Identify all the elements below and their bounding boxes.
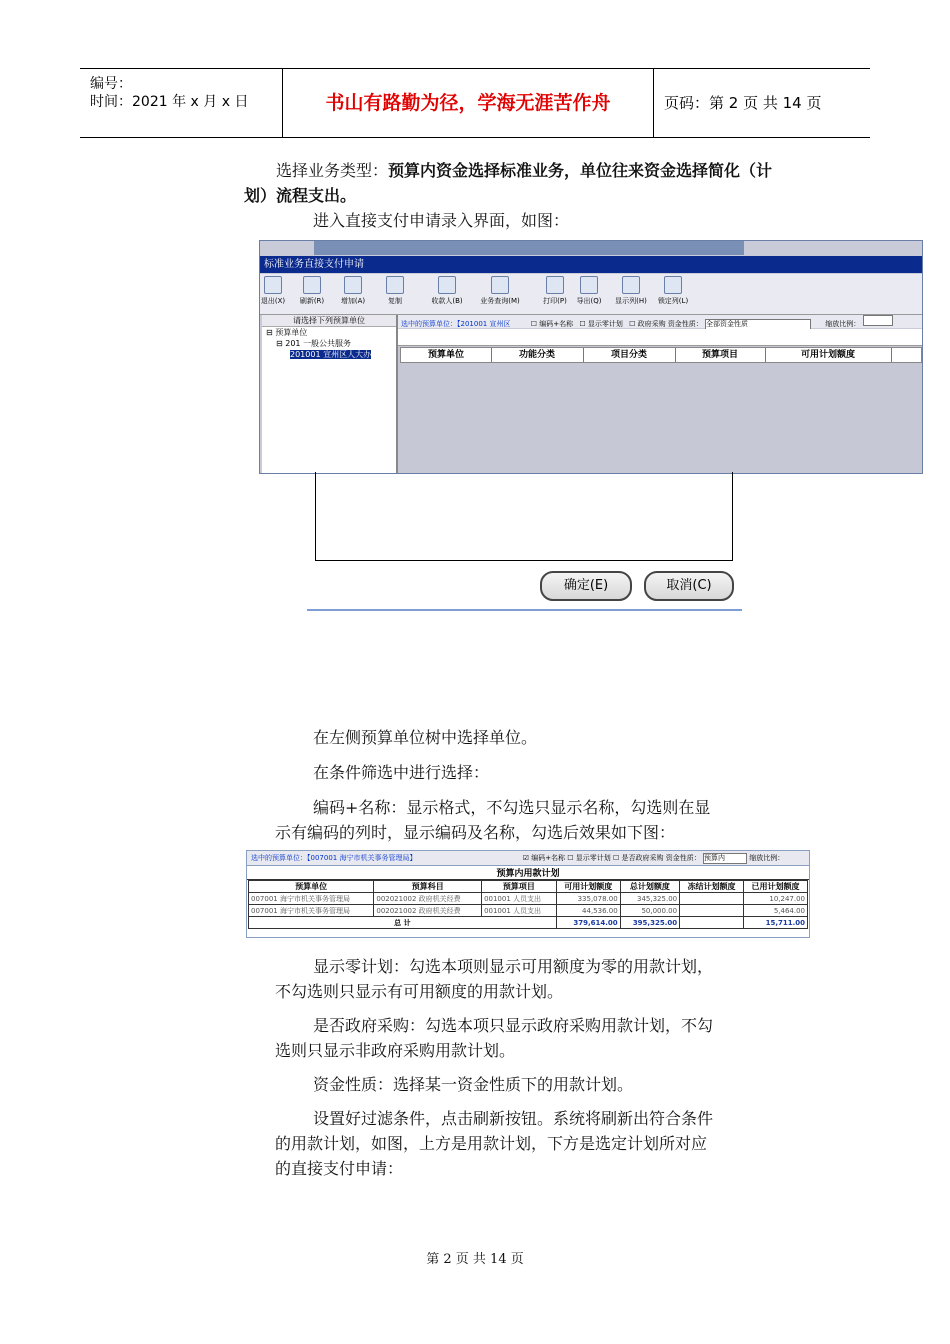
dialog-list-box	[315, 472, 733, 561]
plan-grid	[398, 329, 922, 473]
s2-col-used: 已用计划额度	[744, 881, 808, 893]
s2-fund-label: 资金性质：	[665, 854, 701, 862]
show-columns-button[interactable]	[614, 276, 648, 306]
cell: 001001 人员支出	[482, 893, 557, 905]
export-button[interactable]	[572, 276, 606, 306]
code-name-label: 编码+名称	[539, 320, 574, 328]
paragraph-show-zero-b: 不勾选则只显示有可用额度的用款计划。	[275, 982, 564, 1001]
tree-node-201001-label: 201001 宣州区人大办	[290, 350, 372, 359]
total-plan: 395,325.00	[620, 917, 679, 929]
total-used: 15,711.00	[744, 917, 808, 929]
s2-col-total: 总计划额度	[620, 881, 679, 893]
s2-col-project: 预算项目	[482, 881, 557, 893]
business-query-button[interactable]	[478, 276, 522, 306]
filter-bar	[398, 315, 922, 328]
s2-code-name-checkbox[interactable]: ☑ 编码+名称	[522, 854, 566, 862]
dialog-bottom-line	[307, 609, 742, 611]
refresh-label: 刷新(R)	[299, 297, 325, 305]
tree-node-201[interactable]: ⊟ 201 一般公共服务	[276, 339, 352, 348]
paragraph-gov-procurement-b: 选则只显示非政府采购用款计划。	[275, 1041, 516, 1060]
s2-total-row	[249, 917, 808, 929]
cell: 44,536.00	[556, 905, 620, 917]
window-title: 标准业务直接支付申请	[264, 259, 364, 270]
s2-filter-bar	[247, 851, 809, 866]
s2-gov-procurement-checkbox[interactable]: ☐ 是否政府采购	[613, 854, 664, 862]
paragraph-fund-nature: 资金性质：选择某一资金性质下的用款计划。	[313, 1075, 634, 1094]
exit-label: 退出(X)	[260, 297, 286, 305]
budget-unit-tree-panel	[262, 315, 398, 473]
total-available: 379,614.00	[556, 917, 620, 929]
scale-select[interactable]	[863, 315, 893, 326]
s2-col-unit: 预算单位	[249, 881, 374, 893]
cell: 002021002 政府机关经费	[374, 893, 482, 905]
fund-nature-value: 全部资金性质	[706, 320, 749, 328]
scale-label: 缩放比例：	[825, 320, 861, 328]
tree-node-root[interactable]: ⊟ 预算单位	[266, 328, 308, 337]
para1-bold-a: 预算内资金选择标准业务，单位往来资金选择简化（计	[388, 161, 773, 180]
print-label: 打印(P)	[543, 297, 567, 305]
lock-columns-label: 锁定列(L)	[657, 297, 689, 305]
cell: 002021002 政府机关经费	[374, 905, 482, 917]
paragraph-code-name-b: 示有编码的列时，显示编码及名称，勾选后效果如下图：	[275, 823, 676, 842]
s2-fund-select[interactable]	[703, 853, 747, 864]
page-header	[80, 68, 870, 138]
total-frozen	[680, 917, 744, 929]
screenshot-plan-table	[246, 850, 810, 938]
cell: 335,078.00	[556, 893, 620, 905]
gov-procurement-checkbox[interactable]: ☐ 政府采购	[629, 320, 666, 328]
cell: 345,325.00	[620, 893, 679, 905]
copy-label: 复制	[388, 297, 402, 305]
paragraph-select-unit: 在左侧预算单位树中选择单位。	[313, 728, 538, 747]
header-meta-cell	[80, 69, 283, 137]
paragraph-refresh-c: 的直接支付申请：	[275, 1159, 404, 1178]
table-row[interactable]	[249, 893, 808, 905]
col-project-class: 项目分类	[583, 348, 676, 362]
s2-col-subject: 预算科目	[374, 881, 482, 893]
copy-icon	[386, 276, 404, 294]
paragraph-gov-procurement-a: 是否政府采购：勾选本项只显示政府采购用款计划，不勾	[313, 1016, 714, 1035]
lock-columns-button[interactable]	[656, 276, 690, 306]
background-dialog-band	[314, 241, 744, 255]
business-query-label: 业务查询(M)	[480, 297, 520, 305]
ok-button[interactable]: 确定(E)	[540, 571, 632, 601]
show-zero-checkbox[interactable]: ☐ 显示零计划	[579, 320, 623, 328]
s2-show-zero-checkbox[interactable]: ☐ 显示零计划	[567, 854, 611, 862]
cancel-button[interactable]: 取消(C)	[644, 571, 734, 601]
tree-panel-header: 请选择下列预算单位	[262, 315, 396, 327]
window-titlebar	[260, 256, 922, 273]
col-budget-unit: 预算单位	[401, 348, 492, 362]
s2-selected-unit: 选中的预算单位：【007001 海宁市机关事务管理局】	[251, 854, 417, 862]
s2-table-title: 预算内用款计划	[247, 866, 809, 880]
paragraph-enter-interface: 进入直接支付申请录入界面，如图：	[313, 211, 570, 230]
total-label: 总 计	[249, 917, 557, 929]
paragraph-refresh-a: 设置好过滤条件，点击刷新按钮。系统将刷新出符合条件	[313, 1109, 714, 1128]
export-label: 导出(Q)	[576, 297, 602, 305]
show-zero-label: 显示零计划	[587, 320, 623, 328]
cell: 10,247.00	[744, 893, 808, 905]
paragraph-refresh-b: 的用款计划，如图，上方是用款计划，下方是选定计划所对应	[275, 1134, 708, 1153]
add-label: 增加(A)	[340, 297, 366, 305]
s2-fund-value: 预算内	[704, 854, 726, 862]
export-icon	[580, 276, 598, 294]
print-icon	[546, 276, 564, 294]
date-label: 时间：2021 年 x 月 x 日	[90, 94, 249, 110]
grid-top-strip	[398, 329, 922, 346]
cell: 001001 人员支出	[482, 905, 557, 917]
table-row[interactable]	[249, 905, 808, 917]
grid-header-row	[400, 347, 922, 363]
tree-node-root-label: 预算单位	[275, 328, 308, 337]
code-name-checkbox[interactable]: ☐ 编码+名称	[530, 320, 574, 328]
header-page-number: 页码：第 2 页 共 14 页	[664, 94, 822, 112]
cell: 007001 海宁市机关事务管理局	[249, 905, 374, 917]
cell	[680, 905, 744, 917]
refresh-button[interactable]	[295, 276, 329, 306]
para1-bold-b: 划）流程支出。	[244, 186, 357, 205]
fund-nature-label: 资金性质：	[667, 320, 703, 328]
page-footer: 第 2 页 共 14 页	[426, 1252, 524, 1267]
para1-prefix: 选择业务类型：	[276, 161, 389, 180]
col-available-amount: 可用计划额度	[765, 348, 892, 362]
add-icon	[344, 276, 362, 294]
s2-header-row	[249, 881, 808, 893]
print-button[interactable]	[538, 276, 572, 306]
col-budget-project: 预算项目	[675, 348, 766, 362]
toolbar	[260, 274, 922, 315]
screenshot-direct-payment-window	[259, 240, 923, 474]
query-icon	[491, 276, 509, 294]
gov-procurement-label: 政府采购	[637, 320, 666, 328]
col-function-class: 功能分类	[491, 348, 584, 362]
tree-node-201001[interactable]	[266, 349, 396, 360]
exit-button[interactable]	[259, 276, 290, 306]
paragraph-filter-intro: 在条件筛选中进行选择：	[313, 763, 490, 782]
payee-label: 收款人(B)	[431, 297, 463, 305]
cell: 007001 海宁市机关事务管理局	[249, 893, 374, 905]
exit-icon	[264, 276, 282, 294]
cell: 50,000.00	[620, 905, 679, 917]
lock-columns-icon	[664, 276, 682, 294]
selected-unit-label: 选中的预算单位：【201001 宣州区	[401, 320, 511, 328]
s2-col-available: 可用计划额度	[556, 881, 620, 893]
refresh-icon	[303, 276, 321, 294]
add-button[interactable]	[336, 276, 370, 306]
cell: 5,464.00	[744, 905, 808, 917]
show-columns-icon	[622, 276, 640, 294]
paragraph-code-name-a: 编码+名称：显示格式，不勾选只显示名称，勾选则在显	[313, 798, 711, 817]
copy-button[interactable]	[378, 276, 412, 306]
payee-button[interactable]	[430, 276, 464, 306]
paragraph-show-zero-a: 显示零计划：勾选本项则显示可用额度为零的用款计划，	[313, 957, 714, 976]
s2-scale-label: 缩放比例：	[749, 854, 785, 862]
s2-plan-table	[248, 880, 808, 929]
header-motto: 书山有路勤为径，学海无涯苦作舟	[283, 69, 654, 137]
s2-col-frozen: 冻结计划额度	[680, 881, 744, 893]
tree-node-201-label: 201 一般公共服务	[285, 339, 352, 348]
show-columns-label: 显示列(H)	[615, 297, 647, 305]
payee-icon	[438, 276, 456, 294]
paragraph-business-type	[276, 158, 816, 183]
cell	[680, 893, 744, 905]
serial-number-label: 编号：	[90, 76, 132, 92]
